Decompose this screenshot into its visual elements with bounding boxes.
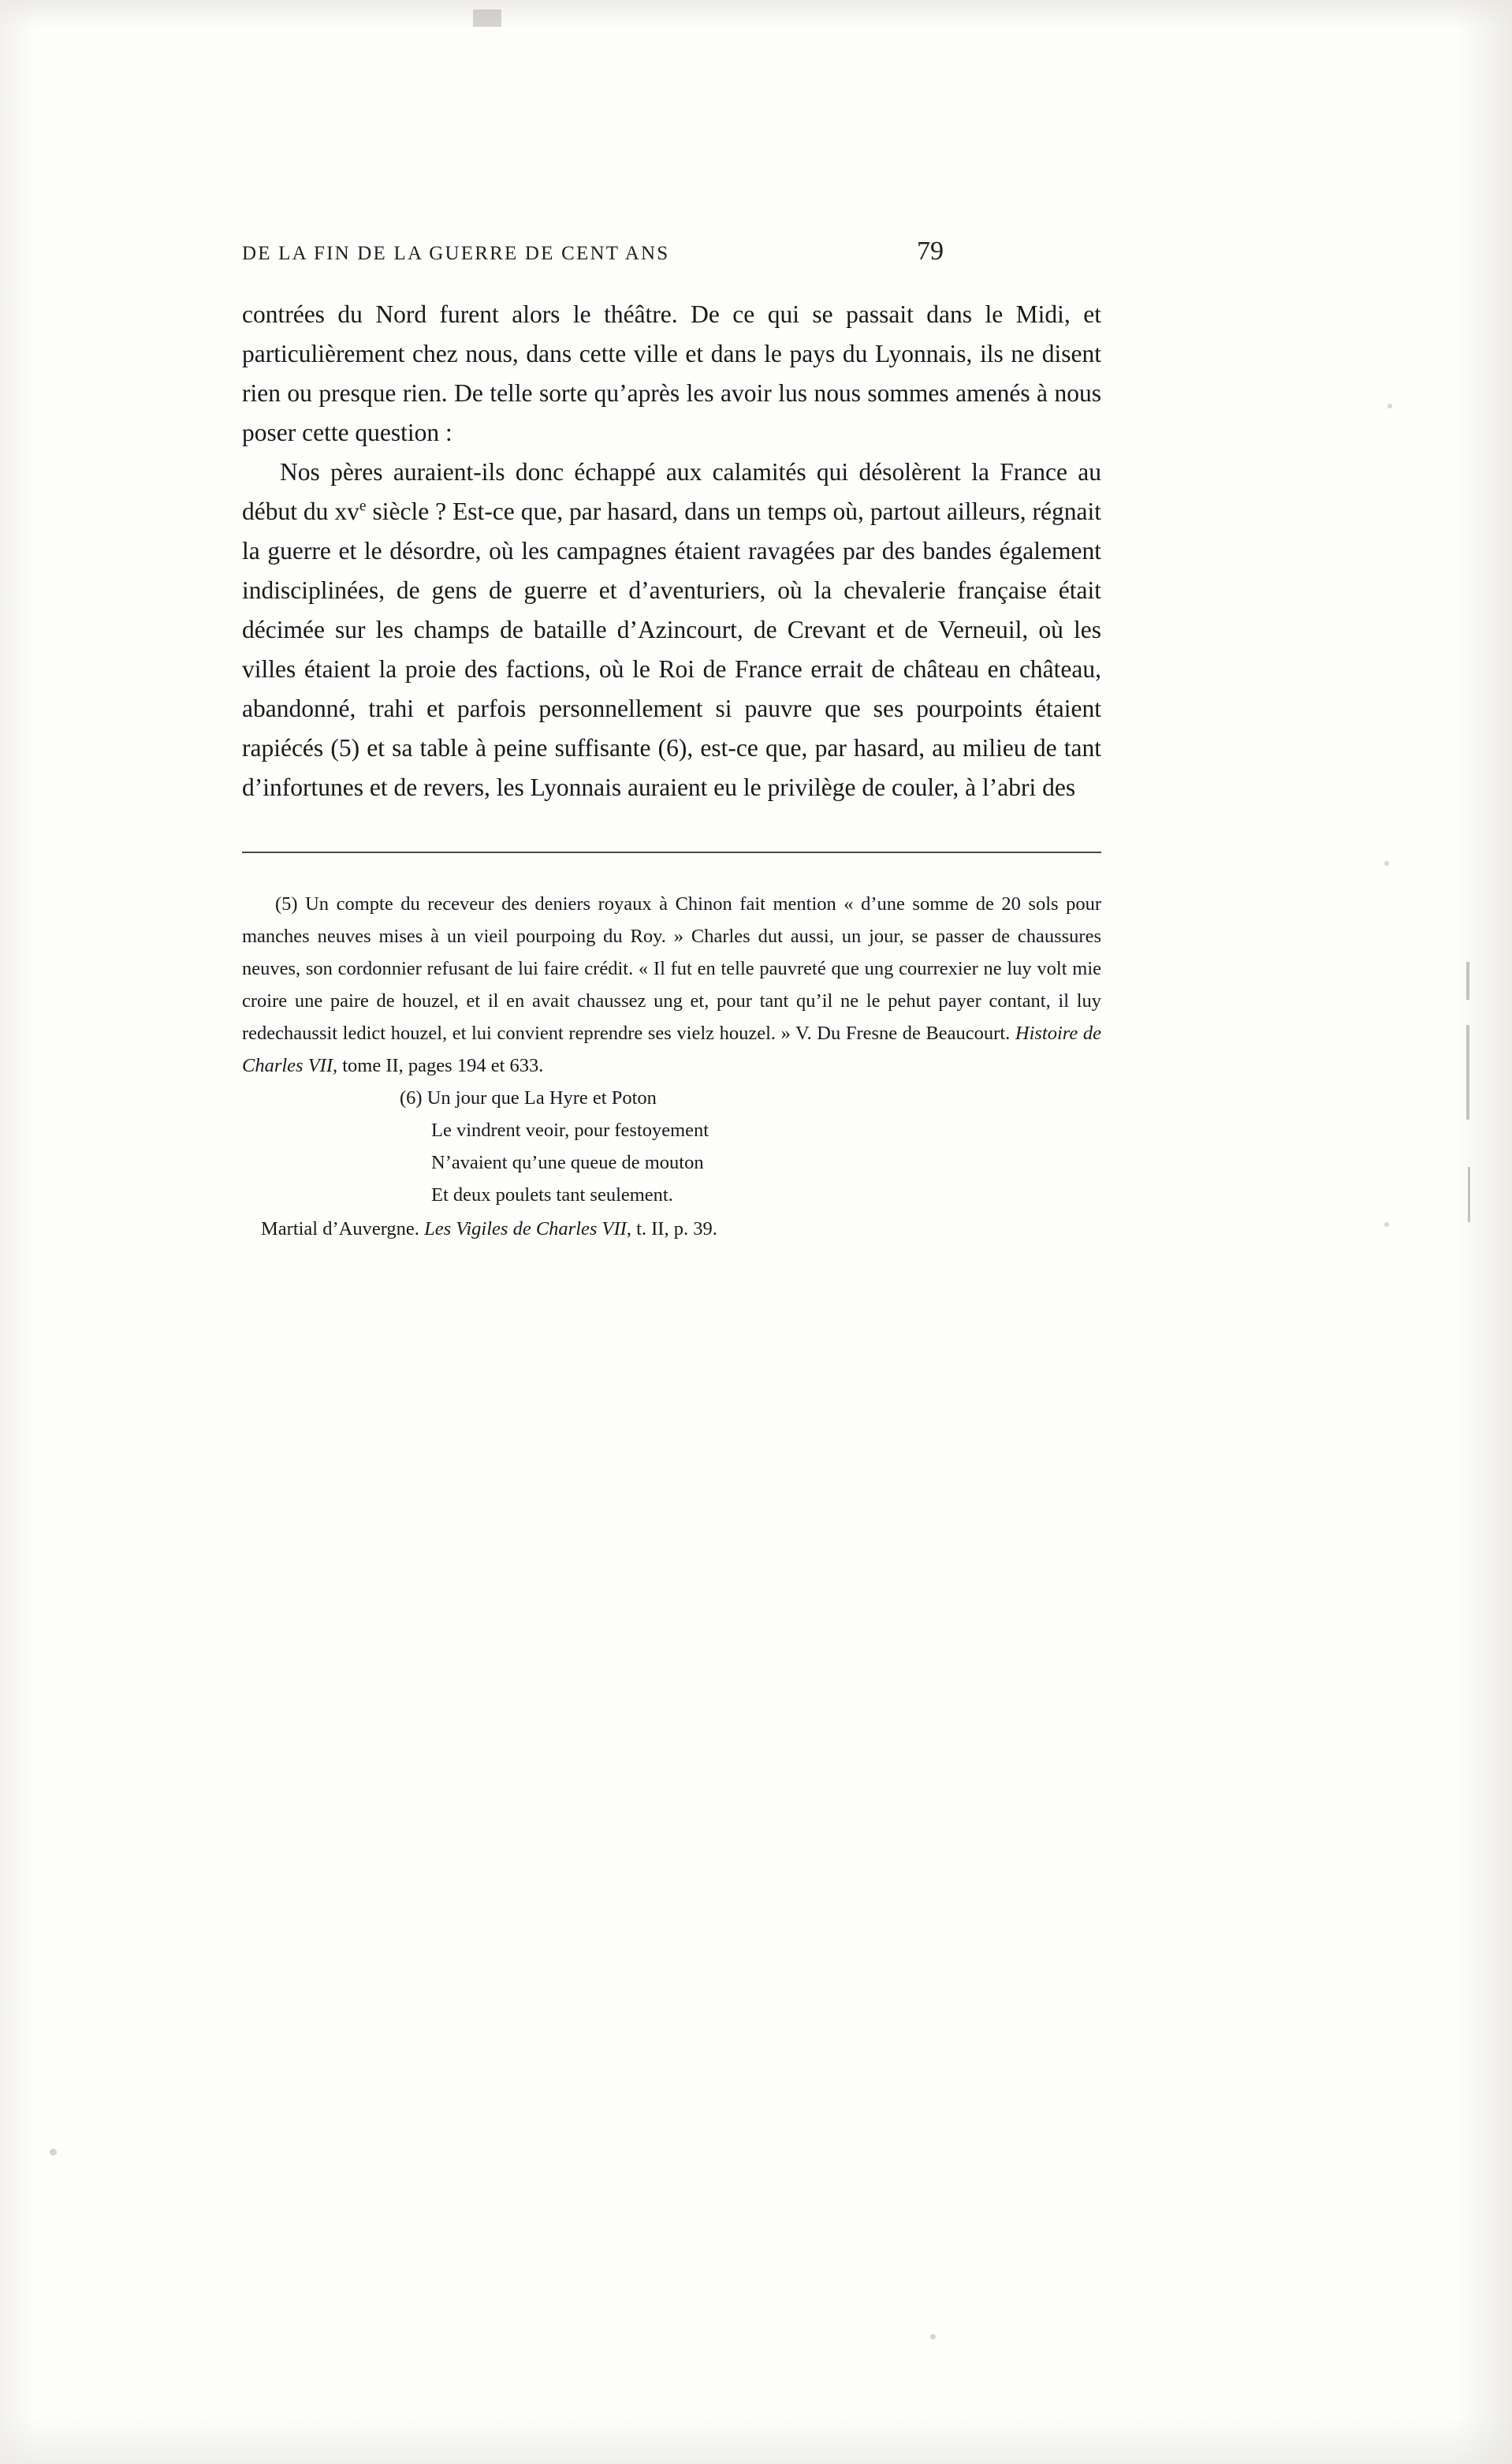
footnote-6-head: (6) Un jour que La Hyre et Poton bbox=[400, 1087, 657, 1109]
body-text bbox=[242, 295, 1101, 807]
page-edge-shadow-left bbox=[0, 0, 36, 2464]
page-edge-shadow-bottom bbox=[0, 2417, 1512, 2464]
footnotes-block bbox=[242, 888, 1101, 1245]
footnote-5-part2: , tome II, pages 194 et 633. bbox=[333, 1055, 544, 1076]
footnote-6-source-title: Les Vigiles de Charles VII bbox=[424, 1218, 627, 1239]
page-number: 79 bbox=[917, 237, 944, 266]
footnote-5 bbox=[242, 888, 1101, 1082]
running-head bbox=[242, 237, 944, 267]
scan-speck bbox=[1384, 1222, 1389, 1227]
margin-mark bbox=[473, 9, 501, 27]
scan-speck bbox=[930, 2334, 936, 2339]
scan-speck bbox=[1384, 861, 1389, 866]
page-content bbox=[242, 237, 1109, 1245]
footnote-6-source-part1: Martial d’Auvergne. bbox=[261, 1218, 425, 1239]
paragraph-1 bbox=[242, 295, 1101, 453]
footnote-6-line-3: Et deux poulets tant seulement. bbox=[431, 1184, 673, 1206]
margin-mark bbox=[1466, 1025, 1469, 1120]
margin-mark bbox=[1466, 962, 1469, 1000]
century-superscript: e bbox=[359, 498, 367, 515]
running-head-title: DE LA FIN DE LA GUERRE DE CENT ANS bbox=[242, 243, 670, 264]
paragraph-2 bbox=[242, 453, 1101, 807]
footnote-6 bbox=[242, 1082, 1101, 1245]
paragraph-1-text: contrées du Nord furent alors le théâtre. De ce qui se passait dans le Midi, et particulièrement chez nous, dans cette ville et dans le pays du Lyonnais, ils ne disent rien ou presque rien. De telle sorte qu’après les avoir lus nous sommes amenés à nous poser cette question : bbox=[242, 300, 1101, 446]
paragraph-2-text-part2: siècle ? Est-ce que, par hasard, dans un temps où, partout ailleurs, régnait la guerre et le désordre, où les campagnes étaient ravagées par des bandes également indisciplinées, de gens de guerre et d’aventuriers, où la chevalerie française était décimée sur les champs de bataille d’Azincourt, de Crevant et de Verneuil, où les villes étaient la proie des factions, où le Roi de France errait de château en château, abandonné, trahi et parfois personnellement si pauvre que ses pourpoints étaient rapiécés (5) et sa table à peine suffisante (6), est-ce que, par hasard, au milieu de tant d’infortunes et de revers, les Lyonnais auraient eu le privilège de couler, à l’abri des bbox=[242, 498, 1101, 801]
margin-mark bbox=[1468, 1167, 1470, 1222]
footnote-separator-rule bbox=[242, 852, 1101, 853]
page-edge-shadow-right bbox=[1457, 0, 1512, 2464]
paragraph-2-text-part1: Nos pères auraient-ils donc échappé aux calamités qui désolèrent la France au début du xv bbox=[242, 458, 1101, 525]
footnote-6-source-part2: , t. II, p. 39. bbox=[626, 1218, 717, 1239]
page-edge-shadow-top bbox=[0, 0, 1512, 28]
footnote-6-source bbox=[242, 1213, 1101, 1245]
footnote-6-line-2: N’avaient qu’une queue de mouton bbox=[431, 1152, 704, 1173]
footnote-5-part1: (5) Un compte du receveur des deniers royaux à Chinon fait mention « d’une somme de 20 sols pour manches neuves mises à un vieil pourpoing du Roy. » Charles dut aussi, un jour, se passer de chaussures neuves, son cordonnier refusant de lui faire crédit. « Il fut en telle pauvreté que ung courrexier ne luy volt mie croire une paire de houzel, et il en avait chaussez ung et, pour tant qu’il ne le pehut payer contant, il luy redechaussit ledict houzel, et lui convient reprendre ses vielz houzel. » V. Du Fresne de Beaucourt. bbox=[242, 893, 1101, 1044]
scan-speck bbox=[50, 2149, 57, 2156]
footnote-5-title: Histoire de Charles VII bbox=[242, 1023, 1101, 1076]
footnote-6-line-1: Le vindrent veoir, pour festoyement bbox=[431, 1120, 709, 1141]
scan-speck bbox=[1387, 404, 1392, 408]
